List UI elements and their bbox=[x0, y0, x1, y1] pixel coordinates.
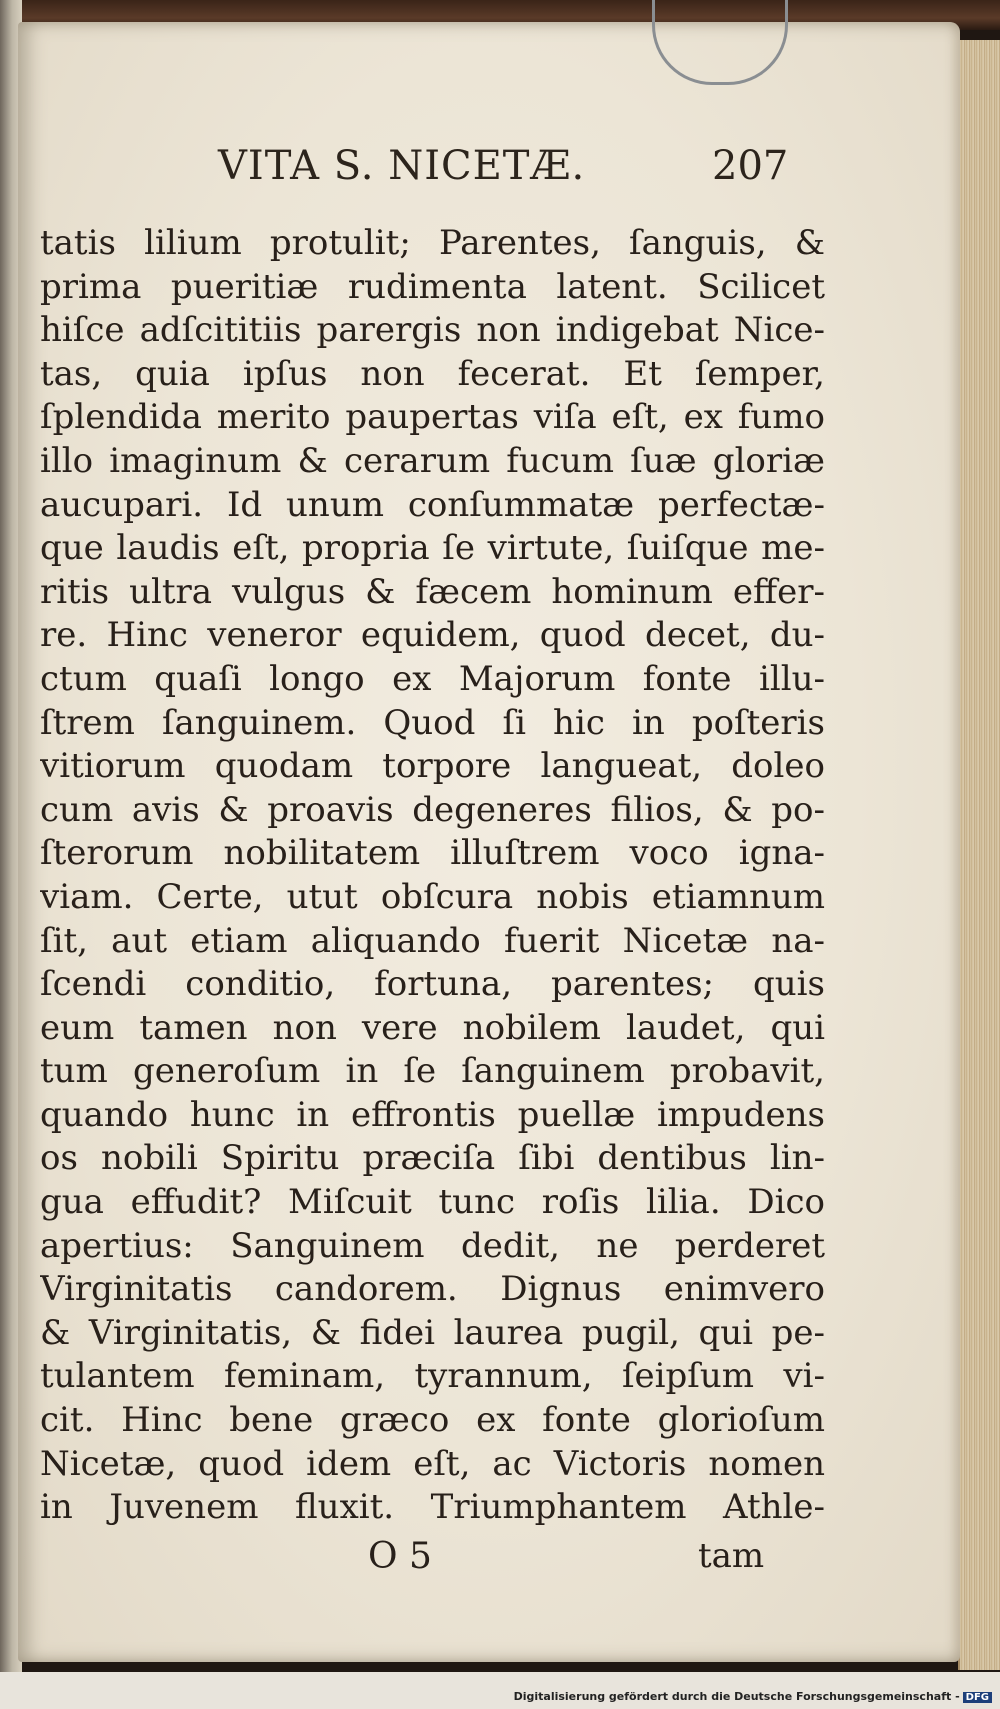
text-line: cit. Hinc bene græco ex fonte glorioſum bbox=[40, 1400, 825, 1441]
text-line: eum tamen non vere nobilem laudet, qui bbox=[40, 1007, 825, 1048]
text-line: hiſce adſcititiis parergis non indigebat Nice- bbox=[40, 310, 825, 351]
text-line: aucupari. Id unum conſummatæ perfectæ- bbox=[40, 484, 825, 525]
text-line: tulantem feminam, tyrannum, ſeipſum vi- bbox=[40, 1356, 825, 1397]
page-header bbox=[0, 143, 1000, 195]
page-fore-edge bbox=[958, 40, 1000, 1670]
text-line: que laudis eſt, propria ſe virtute, ſuiſque me- bbox=[40, 528, 825, 569]
text-line: cum avis & proavis degeneres filios, & po- bbox=[40, 789, 825, 830]
text-line: vitiorum quodam torpore langueat, doleo bbox=[40, 746, 825, 787]
body-text bbox=[40, 222, 825, 1530]
text-line: & Virginitatis, & fidei laurea pugil, qui pe- bbox=[40, 1312, 825, 1353]
page-number: 207 bbox=[712, 143, 789, 189]
text-line: viam. Certe, utut obſcura nobis etiamnum bbox=[40, 876, 825, 917]
text-line: ritis ultra vulgus & fæcem hominum effer- bbox=[40, 571, 825, 612]
text-line: ſcendi conditio, fortuna, parentes; quis bbox=[40, 964, 825, 1005]
text-line: Virginitatis candorem. Dignus enimvero bbox=[40, 1269, 825, 1310]
dfg-logo: DFG bbox=[963, 1692, 992, 1703]
text-line: quando hunc in effrontis puellæ impudens bbox=[40, 1094, 825, 1135]
text-line: illo imaginum & cerarum fucum ſuæ gloriæ bbox=[40, 440, 825, 481]
credit-text: Digitalisierung gefördert durch die Deutsche Forschungsgemeinschaft - bbox=[513, 1690, 960, 1703]
digitization-credit bbox=[514, 1690, 992, 1703]
text-line: Nicetæ, quod idem eſt, ac Victoris nomen bbox=[40, 1443, 825, 1484]
running-head: VITA S. NICETÆ. bbox=[218, 143, 586, 189]
text-line: ſplendida merito paupertas viſa eſt, ex fumo bbox=[40, 397, 825, 438]
text-line: tatis lilium protulit; Parentes, ſanguis, & bbox=[40, 223, 825, 263]
page-footer bbox=[0, 1536, 1000, 1586]
text-line: gua effudit? Miſcuit tunc roſis lilia. Dico bbox=[40, 1182, 825, 1223]
text-line: ſterorum nobilitatem illuſtrem voco igna- bbox=[40, 833, 825, 874]
signature-mark: O 5 bbox=[368, 1536, 432, 1577]
text-line: ſit, aut etiam aliquando fuerit Nicetæ na- bbox=[40, 920, 825, 961]
text-line: re. Hinc veneror equidem, quod decet, du- bbox=[40, 615, 825, 656]
text-line: apertius: Sanguinem dedit, ne perderet bbox=[40, 1225, 825, 1266]
text-line: os nobili Spiritu præciſa ſibi dentibus lin- bbox=[40, 1138, 825, 1179]
text-line: ſtrem ſanguinem. Quod ſi hic in poſteris bbox=[40, 702, 825, 743]
text-line: in Juvenem fluxit. Triumphantem Athle- bbox=[40, 1487, 825, 1528]
text-line: prima pueritiæ rudimenta latent. Scilicet bbox=[40, 266, 825, 307]
catchword: tam bbox=[698, 1536, 765, 1576]
text-line: ctum quaſi longo ex Majorum fonte illu- bbox=[40, 658, 825, 699]
text-line: tum generoſum in ſe ſanguinem probavit, bbox=[40, 1051, 825, 1092]
text-line: tas, quia ipſus non fecerat. Et ſemper, bbox=[40, 353, 825, 394]
